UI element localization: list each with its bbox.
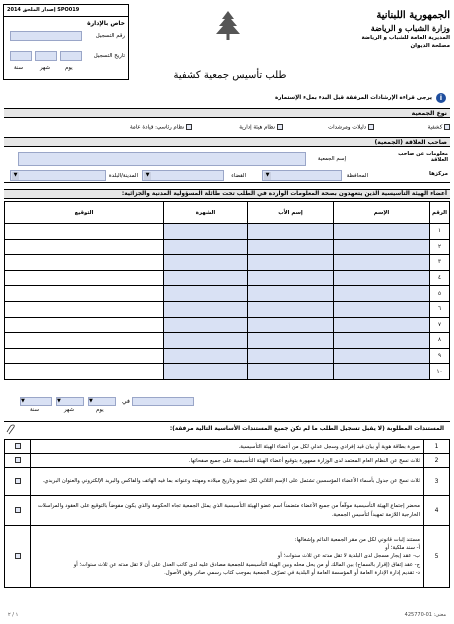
founder-row-number: ٢ [430,239,450,255]
info-icon: i [436,93,446,103]
ministry-header [280,10,450,49]
founder-signature-cell[interactable] [5,317,164,333]
sign-day-label: يوم [96,407,104,413]
founder-family-cell[interactable] [164,348,248,364]
chevron-down-icon: ▼ [145,172,150,178]
directorate-name: المديرية العامة للشباب و الرياضة [361,35,450,41]
founders-heading: أعضاء الهيئة التأسيسية الذين يتعهدون بصحة المعلومات الواردة في الطلب تحت طائلة المسؤولية المدنية والجزائية: [4,189,450,199]
instruction-text: يرجى قراءة الإرشادات المرفقة قبل البدء بملء الإستمارة [274,95,432,101]
doc-text: محضر إجتماع الهيئة التأسيسية موقّعاً من جميع الأعضاء متضمناً اسم عضو الهيئة التأسيسية الذي يمثل الجمعية تجاه الحكومة والذي يكون مفوضاً بالتوقيع على العقود والمراسلات الخارجية اللازمة تمهيداً لتأسيس الجمعية. [31,496,424,526]
founder-father-cell[interactable] [248,270,334,286]
doc-num: 5 [424,526,450,588]
founder-signature-cell[interactable] [5,364,164,380]
founder-row [5,364,450,380]
doc-text [31,526,424,588]
founder-name-cell[interactable] [334,270,430,286]
founder-family-cell[interactable] [164,364,248,380]
col-signature: التوقيع [5,202,164,224]
doc-row [5,454,450,468]
governorate-select[interactable] [262,170,342,181]
governorate-label: المحافظة [346,173,368,179]
assoc-name-label: إسم الجمعية [317,156,346,162]
founder-father-cell[interactable] [248,301,334,317]
founder-signature-cell[interactable] [5,333,164,349]
documents-heading: المستندات المطلوبة (لا يقبل تسجيل الطلب ما لم تكن جميع المستندات الأساسية التالية مرفقة): [169,426,444,432]
district-label: القضاء [231,173,246,179]
admin-checkbox[interactable] [277,124,283,130]
documents-table [4,439,450,588]
republic-title: الجمهورية اللبنانية [376,10,450,21]
reg-date-month[interactable] [35,51,57,61]
founder-father-cell[interactable] [248,286,334,302]
col-family: الشهرة [164,202,248,224]
footer-ref: معنى: 01-425770 [404,612,446,618]
founder-signature-cell[interactable] [5,255,164,271]
founder-row [5,286,450,302]
footer-page: ١ / ٢ [8,612,19,618]
founder-row [5,224,450,240]
founder-row [5,255,450,271]
reg-date-year[interactable] [60,51,82,61]
form-title: طلب تأسيس جمعية كشفية [173,70,287,81]
ministry-name: وزارة الشباب و الرياضة [370,23,450,33]
founder-row-number: ٣ [430,255,450,271]
founder-name-cell[interactable] [334,255,430,271]
chevron-down-icon: ▼ [89,398,93,404]
founder-name-cell[interactable] [334,348,430,364]
office-title: خاص بالإدارة [87,20,125,27]
founder-name-cell[interactable] [334,364,430,380]
in-label: في [122,398,130,405]
option-guides-label: دليلات ومرشدات [328,124,367,131]
founder-signature-cell[interactable] [5,239,164,255]
founder-row [5,301,450,317]
founder-signature-cell[interactable] [5,224,164,240]
option-admin[interactable] [216,124,306,131]
reg-no-field[interactable] [10,31,82,41]
doc-line: ج- عقد إتفاق (إقرار بالسماح) بين المالك أو من يحل محله وبين الهيئة التأسيسية للجمعية مصادق عليه لدى كاتب العدل على أن لا تقل مدته عن ثلاث سنوات؛ أو [73,561,420,568]
doc-checkbox[interactable] [15,443,21,449]
city-label: المدينة/البلدة [108,173,138,179]
founder-row-number: ٨ [430,333,450,349]
founder-father-cell[interactable] [248,239,334,255]
founder-name-cell[interactable] [334,333,430,349]
reg-date-day[interactable] [10,51,32,61]
doc-row [5,440,450,454]
doc-text: ثلاث نسخ عن النظام العام المعتمد لدى الوزارة ممهورة بتوقيع أعضاء الهيئة التأسيسية على جميع صفحاتها. [31,454,424,468]
paperclip-icon [6,424,16,436]
sign-year-label: سنة [30,407,40,413]
founder-father-cell[interactable] [248,348,334,364]
doc-text: ثلاث نسخ عن جدول بأسماء الأعضاء المؤسسين تشتمل على الإسم الثلاثي لكل عضو وتاريخ ميلاده ومهنته وعنوانه بما فيه الهاتف والفاكس والبريد الإلكتروني والعنوان البريدي. [31,468,424,496]
doc-row [5,468,450,496]
reg-no-label: رقم التسجيل [95,33,125,39]
founder-father-cell[interactable] [248,255,334,271]
chevron-down-icon: ▼ [21,398,25,404]
founder-family-cell[interactable] [164,255,248,271]
city-select[interactable] [10,170,106,181]
date-month-label: شهر [40,65,50,71]
owner-info-label: معلومات عن صاحب العلاقة [398,151,448,163]
chevron-down-icon: ▼ [265,172,270,178]
option-admin-label: نظام هيئة إدارية [239,124,275,131]
sign-date-month[interactable] [56,397,84,406]
founder-signature-cell[interactable] [5,270,164,286]
doc-row [5,496,450,526]
doc-text: صورة بطاقة هوية أو بيان قيد إفرادي وسجل عدلي لكل من أعضاء الهيئة التأسيسية. [31,440,424,454]
founder-row-number: ٥ [430,286,450,302]
scout-checkbox[interactable] [444,124,450,130]
doc-row [5,526,450,588]
assoc-type-heading: نوع الجمعية [4,108,450,118]
founder-name-cell[interactable] [334,239,430,255]
founder-father-cell[interactable] [248,224,334,240]
presidential-checkbox[interactable] [186,124,192,130]
doc-line: مستند إثبات قانوني لكل من مقر الجمعية الدائم وإشغالها: [294,536,420,543]
instruction-row [146,92,446,104]
founder-row-number: ٦ [430,301,450,317]
founder-name-cell[interactable] [334,224,430,240]
founder-family-cell[interactable] [164,224,248,240]
date-year-label: سنة [14,65,24,71]
founders-table [4,201,450,380]
founder-signature-cell[interactable] [5,301,164,317]
founder-row-number: ٤ [430,270,450,286]
doc-num: 1 [424,440,450,454]
col-father: إسم الأب [248,202,334,224]
sign-month-label: شهر [64,407,74,413]
founder-name-cell[interactable] [334,301,430,317]
founder-father-cell[interactable] [248,364,334,380]
founder-row [5,270,450,286]
founder-name-cell[interactable] [334,286,430,302]
option-presidential-label: نظام رئاسي: قيادة عامة [129,124,185,131]
doc-checkbox[interactable] [15,457,21,463]
founder-name-cell[interactable] [334,317,430,333]
doc-num: 3 [424,468,450,496]
sign-place-field[interactable] [132,397,194,406]
founder-row-number: ٧ [430,317,450,333]
founder-row-number: ١٠ [430,364,450,380]
founder-row [5,239,450,255]
office-box [3,4,129,80]
doc-line: أ- سند ملكية؛ أو [385,545,420,552]
col-number: الرقم [430,202,450,224]
doc-num: 4 [424,496,450,526]
sign-date-row [20,397,180,417]
cedar-logo [213,10,243,42]
col-name: الإسم [334,202,430,224]
founder-family-cell[interactable] [164,333,248,349]
doc-checkbox[interactable] [15,553,21,559]
option-scout-label: كشفية [427,124,443,131]
guides-checkbox[interactable] [368,124,374,130]
option-presidential[interactable] [106,124,216,131]
assoc-name-field[interactable] [18,152,306,166]
doc-checkbox[interactable] [15,507,21,513]
option-scout[interactable] [396,124,450,131]
founder-signature-cell[interactable] [5,348,164,364]
founder-father-cell[interactable] [248,317,334,333]
district-select[interactable] [142,170,224,181]
option-guides[interactable] [306,124,396,131]
founder-family-cell[interactable] [164,301,248,317]
sign-date-year[interactable] [20,397,52,406]
department-name: مصلحة الديوان [410,43,450,49]
founder-family-cell[interactable] [164,270,248,286]
doc-checkbox[interactable] [15,478,21,484]
chevron-down-icon: ▼ [57,398,61,404]
reg-date-label: تاريخ التسجيل [93,53,125,59]
owner-heading: صاحب العلاقة (الجمعية) [4,137,450,147]
founder-row-number: ٩ [430,348,450,364]
chevron-down-icon: ▼ [13,172,18,178]
founder-row [5,317,450,333]
sign-date-day[interactable] [88,397,116,406]
founder-family-cell[interactable] [164,317,248,333]
doc-line: د- تقديم إدارة الإدارة العامة أو المؤسسة العامة أو البلدية في تصرّف الجمعية بموجب كتاب رسمي صادر وفق الأصول. [164,569,420,576]
founder-row [5,348,450,364]
doc-line: ب- عقد إيجار مسجل لدى البلدية لا تقل مدته عن ثلاث سنوات؛ أو [277,553,420,560]
founder-row [5,333,450,349]
founder-row-number: ١ [430,224,450,240]
founder-signature-cell[interactable] [5,286,164,302]
documents-section [4,421,450,605]
doc-num: 2 [424,454,450,468]
date-day-label: يوم [65,65,73,71]
founder-father-cell[interactable] [248,333,334,349]
founder-family-cell[interactable] [164,239,248,255]
founder-family-cell[interactable] [164,286,248,302]
assoc-type-options [4,121,450,133]
hq-label: مركزها [429,171,448,177]
form-code: 2014 إصدار الملحق SPO019 [7,7,80,13]
